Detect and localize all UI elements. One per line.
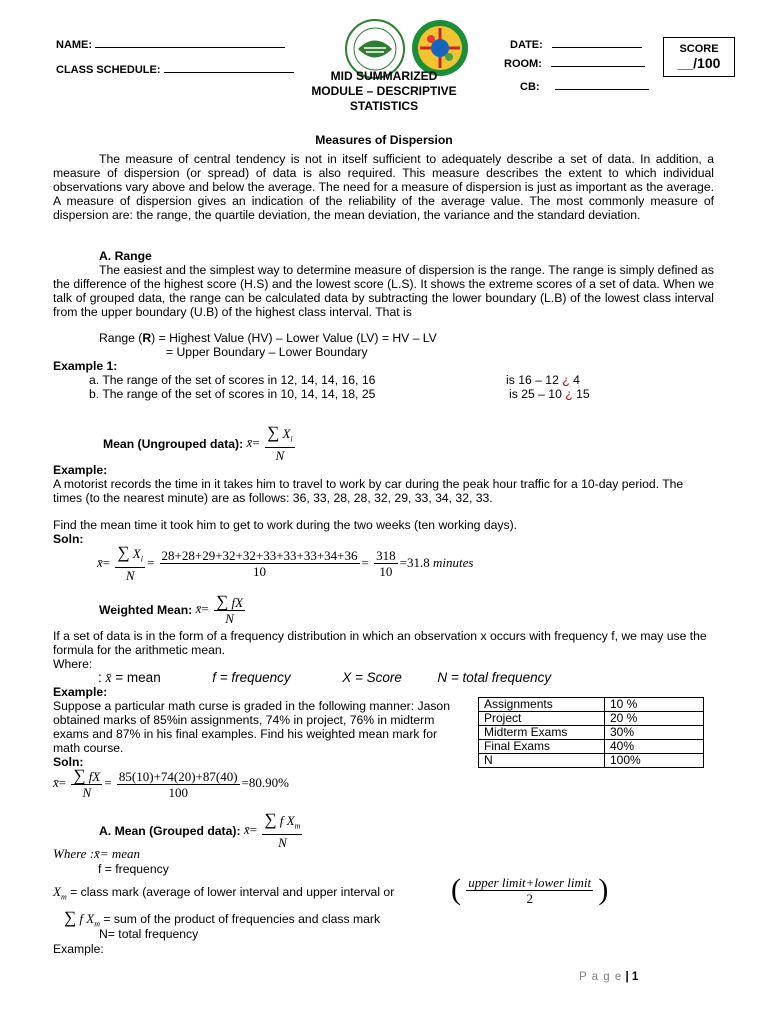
range-example-a-result: is 16 – 12 ¿ 4 <box>506 373 580 387</box>
weighted-mean-formula: Weighted Mean: x̄= $\frac{\sum fX}{N}$ <box>99 592 244 626</box>
grouped-def-n: N= total frequency <box>99 927 199 941</box>
cb-blank[interactable] <box>555 79 649 90</box>
table-row: Assignments 10 % <box>479 698 704 712</box>
weighted-mean-definitions: : x̄ = mean f = frequency X = Score N = total frequency <box>98 670 552 685</box>
table-row: Project 20 % <box>479 712 704 726</box>
weighted-mean-paragraph: If a set of data is in the form of a frequency distribution in which an observation x occurs with frequency f, we may use the formula for the arithmetic mean. <box>53 629 707 657</box>
where-label: Where: <box>53 657 93 671</box>
example-1-label: Example 1: <box>53 359 118 373</box>
grouped-where-line: Where :x̄= mean <box>53 846 140 861</box>
soln-label: Soln: <box>53 532 84 546</box>
name-blank[interactable] <box>95 37 285 48</box>
page-number: 1 <box>631 971 639 983</box>
intro-paragraph: The measure of central tendency is not in itself sufficient to adequately describe a set of data. In addition, a measure of dispersion (or spread) of data is also required. This measure describes the extent to which individual observations vary above and below the average. The need for a measure of dispersion is just as important as the average. A measure of dispersion gives an indication of the reliability of the average value. The most commonly measure of dispersion are: the range, the quartile deviation, the mean deviation, the variance and the standard deviation. <box>53 152 714 222</box>
table-row: Final Exams 40% <box>479 740 704 754</box>
mean-ungrouped-formula: Mean (Ungrouped data): x̄= $\frac{\sum X_i}{N}$ <box>103 423 293 463</box>
grouped-example-label: Example: <box>53 942 104 956</box>
range-formula: Range (R) = Highest Value (HV) – Lower Value (LV) = HV – LV <box>99 331 437 345</box>
weighted-mean-calc: x̄= $\frac{\sum fX}{N}$ = $\frac{85(10)+74(20)+87(40)}{100}$ =80.90% <box>53 766 289 800</box>
date-field[interactable]: DATE: <box>510 37 642 51</box>
module-title: MID SUMMARIZED MODULE – DESCRIPTIVE STATISTICS <box>311 69 457 113</box>
date-blank[interactable] <box>552 37 642 48</box>
range-paragraph: The easiest and the simplest way to determine measure of dispersion is the range. The range is simply defined as the difference of the highest score (H.S) and the lowest score (L.S). It shows the extreme scores of a set of data. When we talk of grouped data, the range can be calculated data by subtracting the lower boundary (L.B) of the lowest class interval from the upper boundary (U.B) of the highest class interval. That is <box>53 263 714 319</box>
range-example-b-result: is 25 – 10 ¿ 15 <box>509 387 590 401</box>
weighted-example-text: Suppose a particular math curse is graded in the following manner: Jason obtained marks of 85%in assignments, 74% in project, 76% in midterm exams and 87% in his final examples. Find his weighted mean mark for math course. <box>53 699 450 755</box>
weighted-example-label: Example: <box>53 685 108 699</box>
room-blank[interactable] <box>551 56 645 67</box>
range-example-a: a. The range of the set of scores in 12, 14, 14, 16, 16 <box>89 373 376 387</box>
motorist-example: A motorist records the time in it takes him to travel to work by car during the peak hour traffic for a 10-day period. The times (to the nearest minute) are as follows: 36, 33, 28, 28, 32, 29, 33, 34, 32, 33. <box>53 477 684 505</box>
range-heading: A. Range <box>99 249 152 263</box>
name-field[interactable]: NAME: <box>56 37 285 51</box>
range-formula-2: = Upper Boundary – Lower Boundary <box>166 345 368 359</box>
grouped-def-sum: ∑ f $X_m$ = sum of the product of frequencies and class mark <box>64 908 381 929</box>
table-row: Midterm Exams 30% <box>479 726 704 740</box>
section-title: Measures of Dispersion <box>315 133 453 147</box>
find-mean-text: Find the mean time it took him to get to work during the two weeks (ten working days). <box>53 518 518 532</box>
mean-ungrouped-calc: x̄= $\frac{\sum X_i}{N}$ = $\frac{28+28+29+32+32+33+33+33+34+36}{10}$ = $\frac{318}{10}$ =31.8 minutes <box>97 543 474 583</box>
score-box: SCORE __/100 <box>663 37 735 77</box>
class-schedule-blank[interactable] <box>164 62 294 73</box>
weights-table <box>478 697 704 768</box>
grouped-def-xm: $X_m$ = class mark (average of lower interval and upper interval or <box>53 884 395 902</box>
page-footer: P a g e | 1 <box>579 971 639 983</box>
room-field[interactable]: ROOM: <box>504 56 645 70</box>
weighted-soln-label: Soln: <box>53 755 84 769</box>
table-row: N 100% <box>479 754 704 768</box>
range-example-b: b. The range of the set of scores in 10, 14, 14, 18, 25 <box>89 387 376 401</box>
cb-field[interactable]: CB: <box>520 79 649 93</box>
mean-grouped-formula: A. Mean (Grouped data): x̄= $\frac{\sum f X_m}{N}$ <box>99 810 301 850</box>
example-label: Example: <box>53 463 108 477</box>
class-schedule-field[interactable]: CLASS SCHEDULE: <box>56 62 294 76</box>
class-mark-fraction: ( $\frac{\text{upper limit+lower limit}}{2}$ ) <box>451 873 609 906</box>
grouped-def-f: f = frequency <box>98 862 169 876</box>
